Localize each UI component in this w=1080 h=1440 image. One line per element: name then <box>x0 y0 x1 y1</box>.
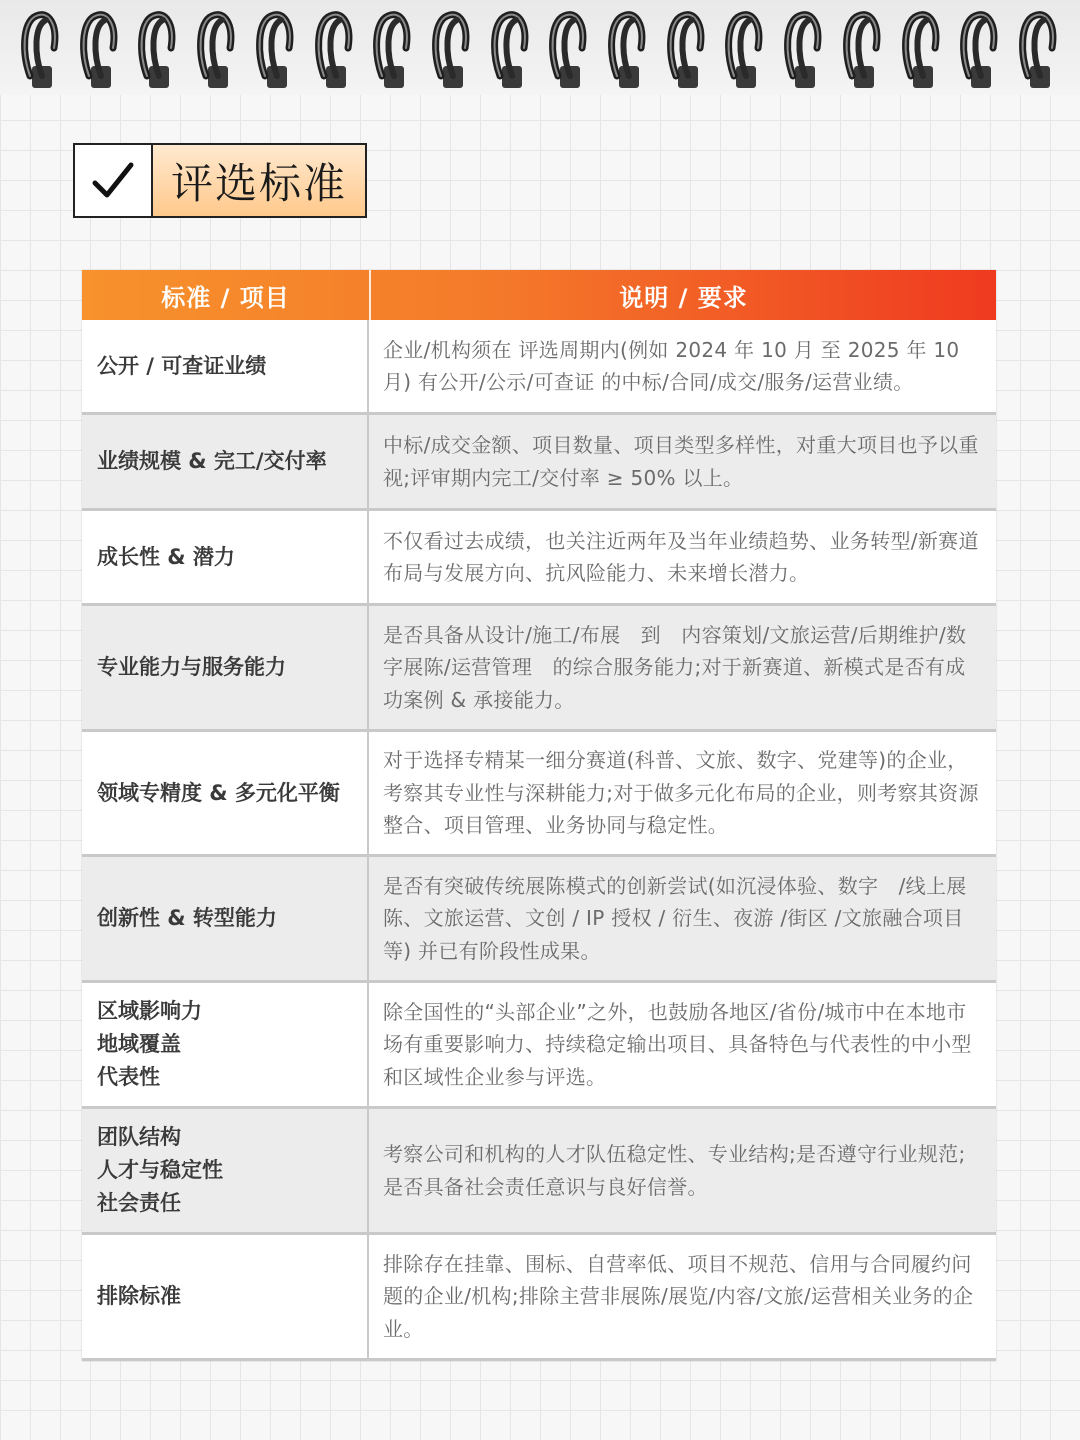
binding-ring-icon <box>75 4 125 88</box>
table-body <box>82 320 996 1361</box>
description-cell: 考察公司和机构的人才队伍稳定性、专业结构;是否遵守行业规范;是否具备社会责任意识与良好信誉。 <box>383 1142 966 1199</box>
description-cell: 除全国性的“头部企业”之外，也鼓励各地区/省份/城市中在本地市场有重要影响力、持续稳定输出项目、具备特色与代表性的中小型和区域性企业参与评选。 <box>383 999 972 1089</box>
criterion-cell <box>82 857 369 980</box>
binding-ring-icon <box>368 4 418 88</box>
binding-ring-icon <box>544 4 594 88</box>
table-row <box>82 415 996 511</box>
criterion-label: 团队结构 <box>97 1125 181 1149</box>
table-row <box>82 606 996 732</box>
criterion-label: 专业能力与服务能力 <box>97 655 286 679</box>
criterion-cell <box>82 1235 369 1358</box>
table-row <box>82 320 996 415</box>
criterion-label: 社会责任 <box>97 1191 181 1215</box>
table-row <box>82 983 996 1109</box>
criterion-label: 地域覆盖 <box>97 1032 181 1056</box>
binding-ring-icon <box>1014 4 1064 88</box>
description-cell: 对于选择专精某一细分赛道(科普、文旅、数字、党建等)的企业，考察其专业性与深耕能力;对于做多元化布局的企业，则考察其资源整合、项目管理、业务协同与稳定性。 <box>383 748 979 838</box>
column-header-description: 说明 / 要求 <box>619 283 748 312</box>
table-header <box>82 270 996 320</box>
binding-ring-icon <box>486 4 536 88</box>
binding-ring-icon <box>603 4 653 88</box>
description-cell: 是否有突破传统展陈模式的创新尝试(如沉浸体验、数字 /线上展陈、文旅运营、文创 / IP 授权 / 衍生、夜游 /街区 /文旅融合项目等) 并已有阶段性成果。 <box>383 873 967 963</box>
criterion-cell <box>82 983 369 1106</box>
description-cell: 不仅看过去成绩，也关注近两年及当年业绩趋势、业务转型/新赛道布局与发展方向、抗风险能力、未来增长潜力。 <box>383 528 979 585</box>
binding-ring-icon <box>427 4 477 88</box>
criterion-label: 领域专精度 & 多元化平衡 <box>97 780 340 805</box>
binding-ring-icon <box>133 4 183 88</box>
criterion-label: 代表性 <box>97 1065 160 1089</box>
binding-ring-icon <box>310 4 360 88</box>
criterion-label: 排除标准 <box>97 1284 181 1308</box>
binding-ring-icon <box>838 4 888 88</box>
binding-ring-icon <box>955 4 1005 88</box>
table-row <box>82 1235 996 1361</box>
criterion-cell <box>82 511 369 603</box>
checkmark-icon <box>75 145 153 216</box>
spiral-binding <box>0 0 1080 95</box>
description-cell: 中标/成交金额、项目数量、项目类型多样性，对重大项目也予以重视;评审期内完工/交付率 ≥ 50% 以上。 <box>383 433 979 490</box>
criterion-cell <box>82 415 369 508</box>
binding-ring-icon <box>779 4 829 88</box>
criterion-label: 人才与稳定性 <box>97 1158 223 1182</box>
table-row <box>82 732 996 857</box>
column-header-criterion: 标准 / 项目 <box>82 270 371 320</box>
page-title: 评选标准 <box>153 145 365 216</box>
table-row <box>82 511 996 606</box>
description-cell: 是否具备从设计/施工/布展 到 内容策划/文旅运营/后期维护/数字展陈/运营管理 的综合服务能力;对于新赛道、新模式是否有成功案例 & 承接能力。 <box>383 622 967 712</box>
criterion-cell <box>82 1109 369 1232</box>
binding-ring-icon <box>192 4 242 88</box>
binding-ring-icon <box>662 4 712 88</box>
binding-ring-icon <box>251 4 301 88</box>
criterion-label: 公开 / 可查证业绩 <box>97 353 267 378</box>
criterion-label: 创新性 & 转型能力 <box>97 906 277 930</box>
binding-ring-icon <box>897 4 947 88</box>
table-row <box>82 857 996 983</box>
criteria-table <box>82 270 996 1361</box>
description-cell: 企业/机构须在 评选周期内(例如 2024 年 10 月 至 2025 年 10 月) 有公开/公示/可查证 的中标/合同/成交/服务/运营业绩。 <box>383 337 960 394</box>
section-title-box <box>73 143 367 218</box>
criterion-cell <box>82 606 369 729</box>
binding-ring-icon <box>720 4 770 88</box>
criterion-cell <box>82 320 369 412</box>
criterion-label: 业绩规模 & 完工/交付率 <box>97 449 327 473</box>
binding-ring-icon <box>16 4 66 88</box>
criterion-label: 区域影响力 <box>97 999 202 1023</box>
description-cell: 排除存在挂靠、围标、自营率低、项目不规范、信用与合同履约问题的企业/机构;排除主营非展陈/展览/内容/文旅/运营相关业务的企业。 <box>383 1251 974 1341</box>
table-row <box>82 1109 996 1235</box>
criterion-label: 成长性 & 潜力 <box>97 544 235 569</box>
criterion-cell <box>82 732 369 854</box>
